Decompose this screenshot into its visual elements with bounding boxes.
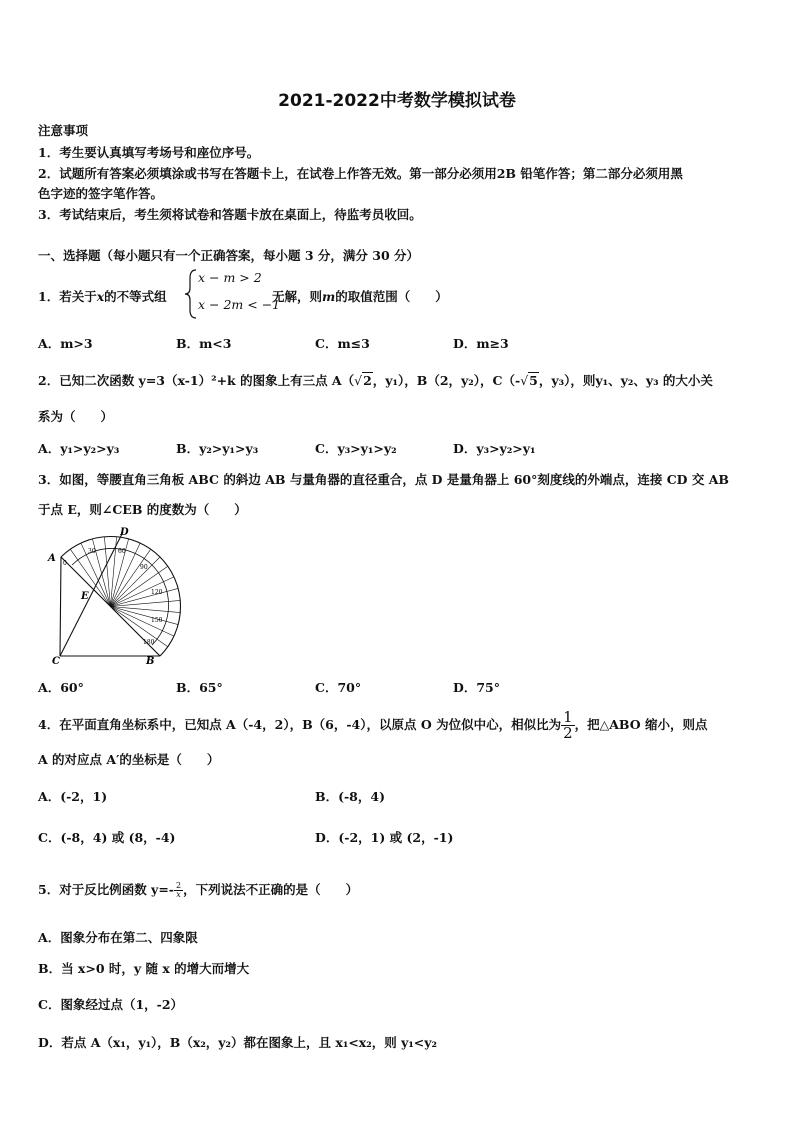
- label-a: A: [48, 553, 56, 564]
- protractor-ray: [70, 549, 110, 606]
- q4-stem-line2: A 的对应点 A′的坐标是（ ）: [38, 752, 220, 767]
- protractor-ray: [111, 607, 168, 647]
- label-b: B: [146, 656, 155, 666]
- q3-stem-line1: 3．如图，等腰直角三角板 ABC 的斜边 AB 与量角器的直径重合，点 D 是量角器上 60°刻度线的外端点，连接 CD 交 AB: [38, 472, 729, 487]
- q4-stem-line1: [38, 710, 707, 741]
- q4-option-b: B．(-8，4): [315, 789, 385, 804]
- q1-suffix2: 的取值范围（ ）: [335, 289, 448, 304]
- q3-stem-line2: 于点 E，则∠CEB 的度数为（ ）: [38, 502, 247, 517]
- q1-brace: [184, 268, 198, 320]
- q5-fraction: [174, 882, 183, 899]
- q1-stem: [38, 287, 167, 305]
- protractor-ray: [111, 566, 168, 606]
- page-title: 2021-2022中考数学模拟试卷: [278, 91, 516, 111]
- scale-30: 30: [88, 548, 96, 555]
- q2-option-b: B．y₂>y₁>y₃: [176, 441, 259, 456]
- q5-option-b: B．当 x>0 时，y 随 x 的增大而增大: [38, 961, 250, 976]
- scale-150: 150: [151, 617, 163, 624]
- protractor-ray: [111, 557, 161, 607]
- q5-option-d: D．若点 A（x₁，y₁），B（x₂，y₂）都在图象上，且 x₁<x₂，则 y₁<y₂: [38, 1035, 438, 1050]
- q3-figure: [40, 524, 190, 666]
- q1-mid: 的不等式组: [104, 289, 167, 304]
- q1-prefix: 1．若关于: [38, 289, 97, 304]
- q2-part-c: ，y₃），则y₁、y₂、y₃ 的大小关: [538, 373, 713, 388]
- q1-suffix1: 无解，则: [272, 289, 323, 304]
- q3-option-d: D．75°: [453, 680, 500, 695]
- q5-frac-num: 2: [175, 881, 182, 890]
- q5-option-c: C．图象经过点（1，-2）: [38, 997, 184, 1012]
- q2-sqrt5: 5: [529, 373, 538, 388]
- q1-system-line2: x − 2m < −1: [198, 297, 281, 312]
- notice-1: 1．考生要认真填写考场号和座位序号。: [38, 145, 260, 160]
- scale-90: 90: [140, 564, 148, 571]
- q1-tail: [272, 287, 448, 305]
- notice-2-cont: 色字迹的签字笔作答。: [38, 186, 164, 201]
- notice-2: 2．试题所有答案必须填涂或书写在答题卡上，在试卷上作答无效。第一部分必须用2B 铅笔作答；第二部分必须用黑: [38, 166, 683, 181]
- q5-option-a: A．图象分布在第二、四象限: [38, 930, 198, 945]
- scale-60: 60: [118, 548, 126, 555]
- q2-option-d: D．y₃>y₂>y₁: [453, 441, 536, 456]
- q5-stem: [38, 880, 358, 899]
- triangle-abc: [60, 532, 160, 656]
- q5-part-b: ，下列说法不正确的是（ ）: [183, 882, 359, 897]
- q1-var-x: x: [96, 289, 105, 304]
- q3-option-a: A．60°: [38, 680, 84, 695]
- q2-option-a: A．y₁>y₂>y₃: [38, 441, 120, 456]
- q4-frac-num: 1: [563, 708, 573, 726]
- q3-option-c: C．70°: [315, 680, 362, 695]
- label-e: E: [81, 591, 89, 602]
- scale-120: 120: [151, 589, 163, 596]
- q1-option-b: B．m<3: [176, 336, 232, 351]
- q4-option-c: C．(-8，4) 或 (8，-4): [38, 830, 176, 845]
- notice-3: 3．考试结束后，考生须将试卷和答题卡放在桌面上，待监考员收回。: [38, 207, 422, 222]
- q4-option-a: A．(-2，1): [38, 789, 108, 804]
- q1-option-c: C．m≤3: [315, 336, 370, 351]
- q4-frac-den: 2: [563, 724, 573, 742]
- q1-var-m: m: [322, 289, 336, 304]
- q4-part-b: ，把△ABO 缩小，则点: [574, 717, 708, 732]
- q1-system-line1: x − m > 2: [198, 270, 262, 285]
- q2-part-b: ，y₁），B（2，y₂），C（-: [372, 373, 521, 388]
- scale-180: 180: [143, 639, 155, 646]
- label-d: D: [120, 527, 129, 538]
- q4-fraction: [561, 710, 575, 741]
- section-heading: 一、选择题（每小题只有一个正确答案，每小题 3 分，满分 30 分）: [38, 248, 420, 263]
- q3-option-b: B．65°: [176, 680, 223, 695]
- q2-part-a: 2．已知二次函数 y=3（x-1）²+k 的图象上有三点 A（: [38, 373, 355, 388]
- q2-sqrt2: 2: [363, 373, 372, 388]
- q4-option-d: D．(-2，1) 或 (2，-1): [315, 830, 454, 845]
- q2-stem-line1: 2．已知二次函数 y=3（x-1）²+k 的图象上有三点 A（√2，y₁），B（2，y₂），C（-√5，y₃），则y₁、y₂、y₃ 的大小关: [38, 373, 713, 388]
- q4-part-a: 4．在平面直角坐标系中，已知点 A（-4，2），B（6，-4），以原点 O 为位似中心，相似比为: [38, 717, 562, 732]
- protractor-ray: [111, 549, 151, 606]
- q1-option-d: D．m≥3: [453, 336, 509, 351]
- q1-option-a: A．m>3: [38, 336, 93, 351]
- scale-0: 0: [63, 560, 67, 567]
- q5-frac-den: x: [176, 890, 181, 899]
- q2-option-c: C．y₃>y₁>y₂: [315, 441, 397, 456]
- q5-part-a: 5．对于反比例函数 y=-: [38, 882, 174, 897]
- q2-stem-line2: 系为（ ）: [38, 409, 114, 424]
- label-c: C: [52, 656, 60, 666]
- notice-heading: 注意事项: [38, 123, 89, 138]
